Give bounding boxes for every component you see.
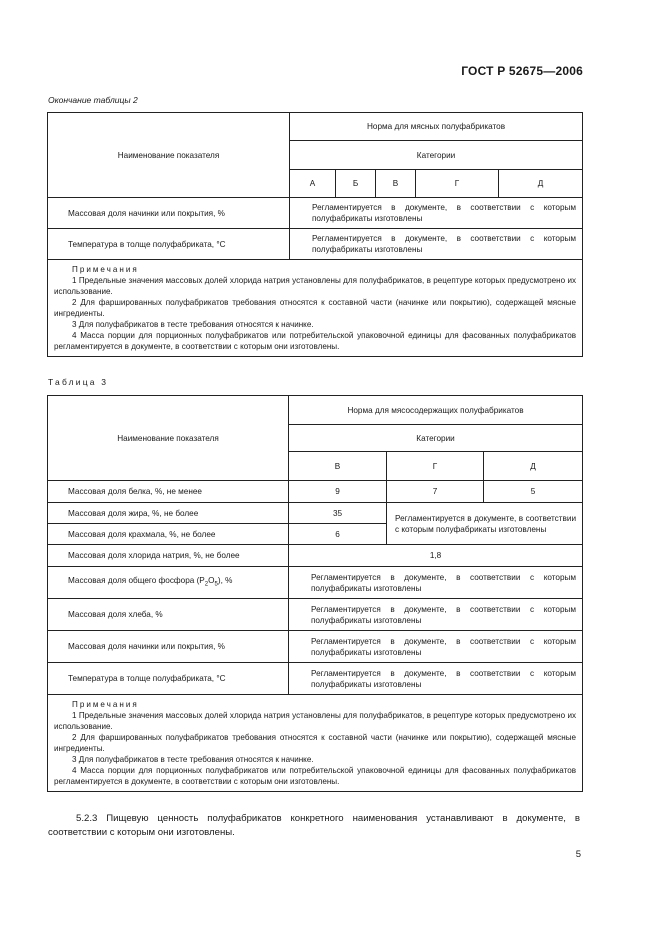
t2-notes-header: Примечания [72, 265, 139, 274]
t3-cat-g: Г [387, 452, 484, 481]
table2-caption: Окончание таблицы 2 [48, 95, 138, 105]
t2-row-label: Температура в толще полуфабриката, °С [48, 229, 290, 260]
t2-cat-a: А [290, 170, 336, 198]
t3-row-label: Массовая доля хлорида натрия, %, не более [48, 545, 289, 567]
t3-merged-gd: Регламентируется в документе, в соответствии с которым полуфабрикаты изготовлены [387, 503, 583, 545]
document-code: ГОСТ Р 52675—2006 [461, 64, 583, 78]
t3-row-label: Массовая доля крахмала, %, не более [48, 524, 289, 545]
page-number: 5 [575, 849, 581, 860]
t2-header-indicator: Наименование показателя [48, 113, 290, 198]
table3-caption: Таблица 3 [48, 377, 109, 387]
t3-row-value: Регламентируется в документе, в соответствии с которым полуфабрикаты изготовлены [289, 567, 583, 599]
t3-notes-header: Примечания [72, 700, 139, 709]
t3-header-norm: Норма для мясосодержащих полуфабрикатов [289, 396, 583, 425]
t2-header-categories: Категории [290, 141, 583, 170]
t3-cell-v: 35 [289, 503, 387, 524]
t3-note-2: 2 Для фаршированных полуфабрикатов требования относятся к составной части (начинке или покрытию), содержащей мясные ингредиенты. [54, 733, 577, 753]
table-row [48, 481, 583, 503]
table-2 [47, 112, 583, 357]
t2-cat-b: Б [336, 170, 376, 198]
table-3 [47, 395, 583, 792]
t3-row-value: Регламентируется в документе, в соответствии с которым полуфабрикаты изготовлены [289, 631, 583, 663]
t3-cat-d: Д [484, 452, 583, 481]
t3-note-1: 1 Предельные значения массовых долей хлорида натрия установлены для полуфабрикатов, в рецептуре которых предусмотрено их использование. [54, 711, 577, 731]
t3-row-value: Регламентируется в документе, в соответствии с которым полуфабрикаты изготовлены [289, 663, 583, 695]
table-row [48, 663, 583, 695]
t2-note-1: 1 Предельные значения массовых долей хлорида натрия установлены для полуфабрикатов, в рецептуре которых предусмотрено их использование. [54, 276, 577, 296]
t3-cell-v: 6 [289, 524, 387, 545]
t2-cat-v: В [376, 170, 416, 198]
t2-note-2: 2 Для фаршированных полуфабрикатов требования относятся к составной части (начинке или покрытию), содержащей мясные ингредиенты. [54, 298, 577, 318]
table-row [48, 503, 583, 524]
t3-row-label: Температура в толще полуфабриката, °С [48, 663, 289, 695]
t2-row-value: Регламентируется в документе, в соответствии с которым полуфабрикаты изготовлены [290, 198, 583, 229]
t3-cell-d: 5 [484, 481, 583, 503]
table-row [48, 599, 583, 631]
t3-notes [48, 695, 583, 792]
t2-note-4: 4 Масса порции для порционных полуфабрикатов или потребительской упаковочной единицы для фасованных полуфабрикатов регламентируется в документе, в соответствии с которым они изготовлены. [54, 331, 577, 351]
t3-note-3: 3 Для полуфабрикатов в тесте требования относятся к начинке. [72, 755, 314, 764]
t2-row-label: Массовая доля начинки или покрытия, % [48, 198, 290, 229]
t3-cell-g: 7 [387, 481, 484, 503]
t3-row-label: Массовая доля общего фосфора $(P_2O_5)$, % [48, 567, 289, 599]
t3-header-indicator: Наименование показателя [48, 396, 289, 481]
paragraph-5-2-3: 5.2.3 Пищевую ценность полуфабрикатов конкретного наименования устанавливают в документе, в соответствии с которым они изготовлены. [48, 813, 580, 838]
t2-header-norm: Норма для мясных полуфабрикатов [290, 113, 583, 141]
t2-cat-g: Г [416, 170, 499, 198]
t3-row-label: Массовая доля хлеба, % [48, 599, 289, 631]
table-row [48, 631, 583, 663]
t3-row-label: Массовая доля белка, %, не менее [48, 481, 289, 503]
table-row [48, 545, 583, 567]
t3-cell-all: 1,8 [289, 545, 583, 567]
table-row [48, 229, 583, 260]
t2-row-value: Регламентируется в документе, в соответствии с которым полуфабрикаты изготовлены [290, 229, 583, 260]
t3-row-label: Массовая доля жира, %, не более [48, 503, 289, 524]
t3-header-categories: Категории [289, 425, 583, 452]
t3-row-label: Массовая доля начинки или покрытия, % [48, 631, 289, 663]
t3-cell-v: 9 [289, 481, 387, 503]
t3-note-4: 4 Масса порции для порционных полуфабрикатов или потребительской упаковочной единицы для фасованных полуфабрикатов регламентируется в документе, в соответствии с которым они изготовлены. [54, 766, 577, 786]
t2-cat-d: Д [499, 170, 583, 198]
t2-notes [48, 260, 583, 357]
t2-note-3: 3 Для полуфабрикатов в тесте требования относятся к начинке. [72, 320, 314, 329]
t3-cat-v: В [289, 452, 387, 481]
t3-row-value: Регламентируется в документе, в соответствии с которым полуфабрикаты изготовлены [289, 599, 583, 631]
table-row [48, 567, 583, 599]
table-row [48, 198, 583, 229]
